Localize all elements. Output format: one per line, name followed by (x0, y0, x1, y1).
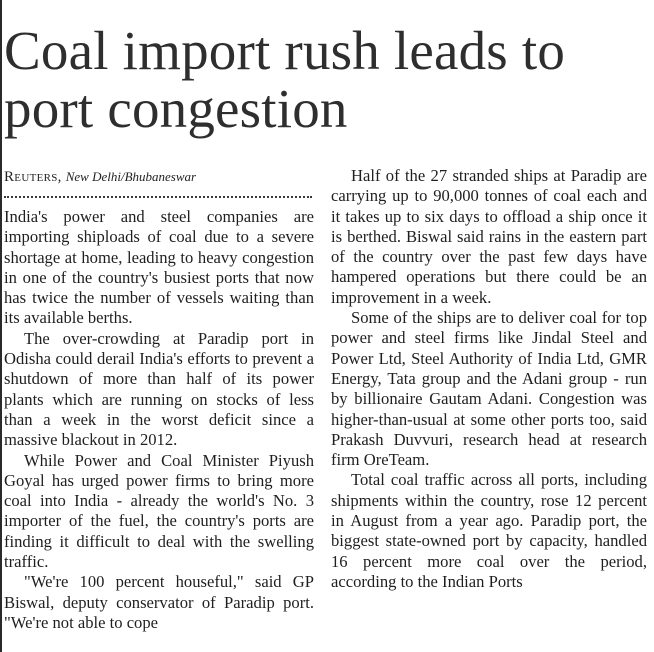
article-column-right (331, 166, 647, 592)
byline (4, 168, 314, 186)
paragraph: Total coal traffic across all ports, including shipments within the country, rose 12 percent in August from a year ago. Paradip port, the biggest state-owned port by capacity, handled 16 percent more coal over the period, according to the Indian Ports (331, 470, 647, 591)
left-column-rule (0, 0, 2, 652)
paragraph: The over-crowding at Paradip port in Odisha could derail India's efforts to prevent a shutdown of more than half of its power plants which are running on stocks of less than a week in the worst deficit since a massive blackout in 2012. (4, 328, 314, 450)
paragraph: Half of the 27 stranded ships at Paradip are carrying up to 90,000 tonnes of coal each and it takes up to six days to offload a ship once it is berthed. Biswal said rains in the eastern part of the country over the past few days have hampered operations but there could be an improvement in a week. (331, 166, 647, 307)
paragraph: India's power and steel companies are importing shiploads of coal due to a severe shortage at home, leading to heavy congestion in one of the country's busiest ports that now has twice the number of vessels waiting than its available berths. (4, 207, 314, 328)
paragraph: While Power and Coal Minister Piyush Goyal has urged power firms to bring more coal into India - already the world's No. 3 importer of the fuel, the country's ports are finding it difficult to deal with the swelling traffic. (4, 450, 314, 572)
byline-divider (4, 196, 312, 198)
paragraph: "We're 100 percent houseful," said GP Biswal, deputy conservator of Paradip port. "We're not able to cope (4, 572, 314, 632)
byline-dateline: New Delhi/Bhubaneswar (65, 169, 197, 184)
headline: Coal import rush leads to port congestion (4, 20, 566, 139)
article-column-left (4, 207, 314, 633)
paragraph: Some of the ships are to deliver coal for top power and steel firms like Jindal Steel and Power Ltd, Steel Authority of India Ltd, GMR Energy, Tata group and the Adani group - run by billionaire Gautam Adani. Congestion was higher-than-usual at some other ports too, said Prakash Duvvuri, research head at research firm OreTeam. (331, 308, 647, 470)
byline-agency: Reuters, (4, 169, 62, 185)
